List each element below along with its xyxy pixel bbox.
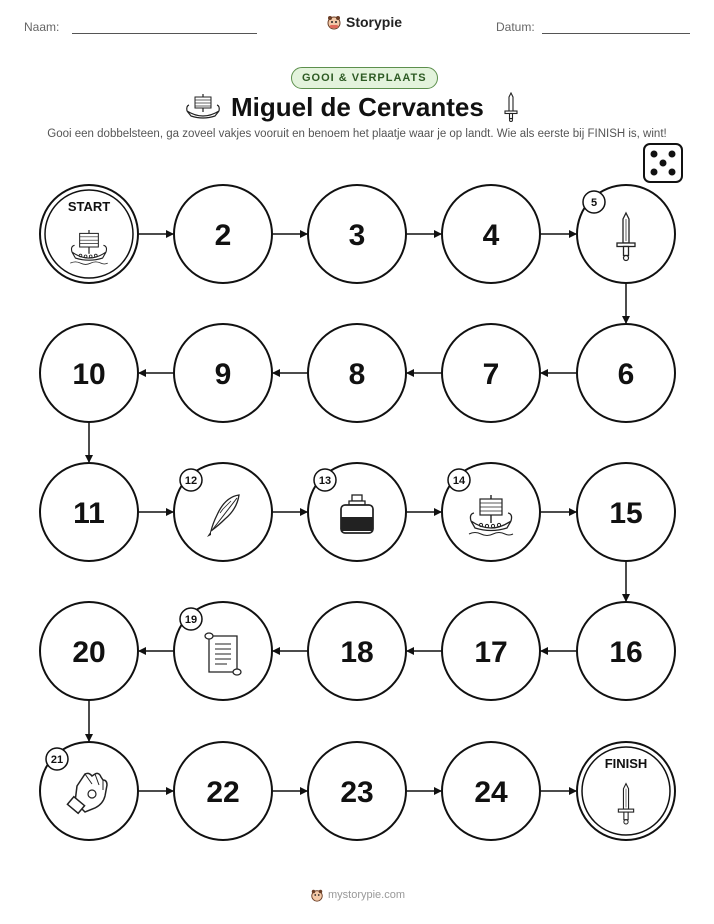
cell-number-badge: 13 bbox=[318, 475, 332, 487]
cell-number: 10 bbox=[72, 358, 106, 391]
board-cell-10 bbox=[40, 324, 138, 422]
cell-number: 15 bbox=[609, 497, 643, 530]
cell-number: 3 bbox=[348, 219, 366, 252]
board-cell-8 bbox=[308, 324, 406, 422]
game-type-badge: GOOI & VERPLAATS bbox=[291, 67, 438, 89]
board-cell-1 bbox=[40, 185, 138, 283]
cell-number: 4 bbox=[482, 219, 500, 252]
cell-number: 18 bbox=[340, 636, 374, 669]
cell-number-badge: 5 bbox=[590, 197, 598, 209]
instructions: Gooi een dobbelsteen, ga zoveel vakjes vooruit en benoem het plaatje waar je op landt. Wie als eerste bij FINISH is, wint! bbox=[47, 128, 667, 140]
cell-label: FINISH bbox=[604, 756, 648, 771]
board-cell-23 bbox=[308, 742, 406, 840]
date-label: Datum: bbox=[496, 20, 535, 34]
board-cell-11 bbox=[40, 463, 138, 561]
cell-number: 23 bbox=[340, 776, 374, 809]
board-cell-21 bbox=[40, 742, 138, 840]
cell-number: 11 bbox=[73, 497, 105, 530]
cell-number: 24 bbox=[474, 776, 508, 809]
scroll-icon bbox=[205, 633, 241, 675]
footer-mascot-icon bbox=[310, 888, 324, 902]
board-cell-12 bbox=[174, 463, 272, 561]
footer-url: mystorypie.com bbox=[328, 889, 406, 901]
board-cell-3 bbox=[308, 185, 406, 283]
cell-number: 22 bbox=[206, 776, 240, 809]
board-cell-24 bbox=[442, 742, 540, 840]
board-cell-17 bbox=[442, 602, 540, 700]
board-cell-19 bbox=[174, 602, 272, 700]
cell-number-badge: 19 bbox=[184, 614, 198, 626]
board-cell-20 bbox=[40, 602, 138, 700]
board-cell-7 bbox=[442, 324, 540, 422]
board-cell-22 bbox=[174, 742, 272, 840]
cell-number: 7 bbox=[482, 358, 500, 391]
cell-label: START bbox=[67, 199, 111, 214]
footer bbox=[310, 888, 405, 902]
brand-name: Storypie bbox=[346, 14, 403, 30]
board-cell-13 bbox=[308, 463, 406, 561]
cell-number: 9 bbox=[214, 358, 232, 391]
board-cell-14 bbox=[442, 463, 540, 561]
board-cell-2 bbox=[174, 185, 272, 283]
cell-number: 17 bbox=[474, 636, 508, 669]
board-cell-16 bbox=[577, 602, 675, 700]
board-cell-5 bbox=[577, 185, 675, 283]
page-title: Miguel de Cervantes bbox=[231, 92, 484, 122]
cell-number: 20 bbox=[72, 636, 106, 669]
board-cell-6 bbox=[577, 324, 675, 422]
cell-number-badge: 21 bbox=[50, 754, 64, 766]
board-cell-15 bbox=[577, 463, 675, 561]
board-cell-4 bbox=[442, 185, 540, 283]
board-cell-18 bbox=[308, 602, 406, 700]
name-label: Naam: bbox=[24, 20, 60, 34]
cell-number: 16 bbox=[609, 636, 643, 669]
board-cell-9 bbox=[174, 324, 272, 422]
cell-number: 2 bbox=[214, 219, 232, 252]
cell-number: 8 bbox=[348, 358, 366, 391]
board-cell-25 bbox=[577, 742, 675, 840]
cell-number-badge: 12 bbox=[184, 475, 198, 487]
cell-number: 6 bbox=[617, 358, 635, 391]
cell-number-badge: 14 bbox=[452, 475, 466, 487]
